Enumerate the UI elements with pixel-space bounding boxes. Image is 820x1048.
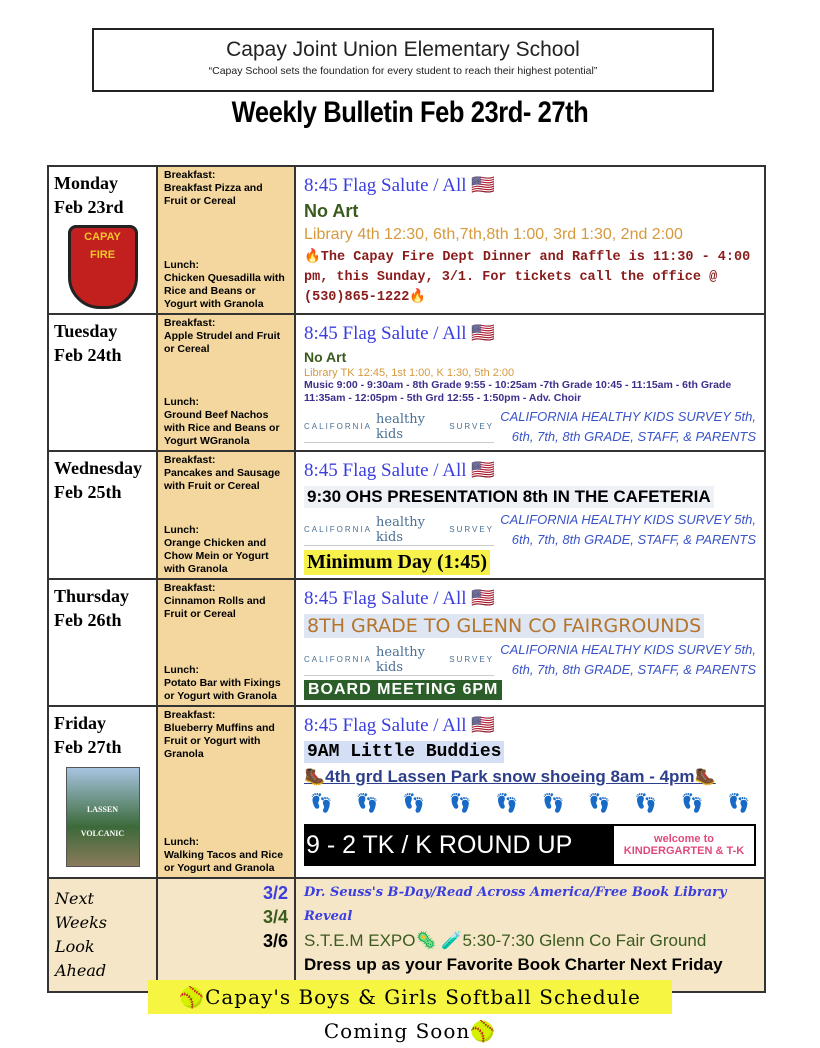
lunch-menu: Chicken Quesadilla with Rice and Beans or Yogurt with Granola (164, 272, 285, 310)
next-date: 3/4 (262, 907, 288, 927)
footprint-icon: 👣 (634, 793, 658, 813)
no-art: No Art (304, 349, 347, 365)
ohs-presentation: 9:30 OHS PRESENTATION 8th IN THE CAFETERIA (304, 486, 714, 508)
school-name: Capay Joint Union Elementary School (226, 38, 580, 61)
footprint-icon: 👣 (541, 793, 565, 813)
breakfast-label: Breakfast: (164, 317, 216, 329)
fire-dinner-notice: 🔥The Capay Fire Dept Dinner and Raffle is 11:30 - 4:00 pm, this Sunday, 3/1. For tickets call the office @ (530)865-1222🔥 (304, 250, 751, 305)
lunch-label: Lunch: (164, 396, 199, 408)
next-event: Dress up as your Favorite Book Charter Next Friday (304, 955, 723, 974)
lunch-label: Lunch: (164, 524, 199, 536)
footprint-icon: 👣 (495, 793, 518, 813)
chks-text: CALIFORNIA HEALTHY KIDS SURVEY 5th, (500, 512, 756, 527)
breakfast-label: Breakfast: (164, 454, 216, 466)
chks-text: 6th, 7th, 8th GRADE, STAFF, & PARENTS (511, 429, 756, 444)
next-date: 3/6 (262, 931, 288, 951)
footprint-icon: 👣 (449, 793, 472, 813)
school-header (92, 28, 714, 92)
minimum-day: Minimum Day (1:45) (304, 550, 490, 575)
day-date: Feb 23rd (54, 197, 124, 217)
library-schedule: Library TK 12:45, 1st 1:00, K 1:30, 5th 2:00 (304, 367, 515, 379)
bulletin-table (47, 165, 766, 993)
row-friday (48, 706, 765, 878)
day-name: Tuesday (54, 321, 118, 341)
breakfast-label: Breakfast: (164, 709, 216, 721)
music-schedule: Music 9:00 - 9:30am - 8th Grade 9:55 - 10:25am -7th Grade 10:45 - 11:15am - 6th Grade 11:35am - 12:05pm - 5th Grd 12:55 - 1:50pm - Adv. Choir (304, 379, 732, 404)
day-date: Feb 26th (54, 610, 122, 630)
chks-logo: CALIFORNIA healthy kids SURVEY (304, 514, 494, 545)
day-date: Feb 27th (54, 737, 122, 757)
board-meeting: BOARD MEETING 6PM (304, 680, 502, 700)
chks-text: CALIFORNIA HEALTHY KIDS SURVEY 5th, (500, 409, 756, 424)
lunch-menu: Ground Beef Nachos with Rice and Beans or Yogurt WGranola (164, 409, 280, 447)
chks-banner (304, 407, 756, 447)
footprints-decoration (304, 787, 756, 820)
next-week-label: Next Weeks Look Ahead (48, 878, 157, 992)
chks-text: 6th, 7th, 8th GRADE, STAFF, & PARENTS (511, 532, 756, 547)
footprint-icon: 👣 (681, 793, 704, 813)
day-name: Wednesday (54, 458, 143, 478)
day-date: Feb 25th (54, 482, 122, 502)
day-name: Monday (54, 173, 119, 193)
footprint-icon: 👣 (356, 793, 379, 813)
softball-banner: 🥎Capay's Boys & Girls Softball Schedule Coming Soon🥎 (148, 980, 672, 1014)
chks-logo: CALIFORNIA healthy kids SURVEY (304, 411, 494, 442)
roundup-banner (304, 824, 756, 866)
lunch-label: Lunch: (164, 259, 199, 271)
fairgrounds-trip: 8TH GRADE TO GLENN CO FAIRGROUNDS (304, 614, 704, 638)
breakfast-menu: Apple Strudel and Fruit or Cereal (164, 330, 281, 355)
chks-text: CALIFORNIA HEALTHY KIDS SURVEY 5th, (500, 642, 756, 657)
snowshoe-trip: 🥾4th grd Lassen Park snow shoeing 8am - 4pm🥾 (304, 767, 716, 786)
lunch-label: Lunch: (164, 664, 199, 676)
breakfast-menu: Cinnamon Rolls and Fruit or Cereal (164, 595, 266, 620)
chks-banner (304, 510, 756, 550)
roundup-text: 9 - 2 TK / K ROUND UP (306, 830, 573, 859)
flag-salute: 8:45 Flag Salute / All 🇺🇸 (304, 588, 495, 609)
row-monday (48, 166, 765, 314)
footprint-icon: 👣 (727, 793, 750, 813)
footprint-icon: 👣 (588, 793, 611, 813)
lassen-photo: LASSEN VOLCANIC (66, 767, 140, 867)
next-event: S.T.E.M EXPO🦠 🧪5:30-7:30 Glenn Co Fair Ground (304, 931, 707, 950)
lunch-label: Lunch: (164, 836, 199, 848)
next-event: Dr. Seuss's B-Day/Read Across America/Free Book Library Reveal (304, 885, 727, 924)
chks-logo: CALIFORNIA healthy kids SURVEY (304, 644, 494, 675)
library-schedule: Library 4th 12:30, 6th,7th,8th 1:00, 3rd 1:30, 2nd 2:00 (304, 226, 683, 243)
chks-text: 6th, 7th, 8th GRADE, STAFF, & PARENTS (511, 662, 756, 677)
little-buddies: 9AM Little Buddies (304, 741, 504, 763)
school-motto: “Capay School sets the foundation for every student to reach their highest potential” (208, 65, 598, 77)
flag-salute: 8:45 Flag Salute / All 🇺🇸 (304, 460, 495, 481)
flag-salute: 8:45 Flag Salute / All 🇺🇸 (304, 175, 495, 196)
flag-salute: 8:45 Flag Salute / All 🇺🇸 (304, 323, 495, 344)
flag-salute: 8:45 Flag Salute / All 🇺🇸 (304, 715, 495, 736)
chks-banner (304, 640, 756, 680)
day-date: Feb 24th (54, 345, 122, 365)
page-title: Weekly Bulletin Feb 23rd- 27th (231, 96, 589, 129)
row-tuesday (48, 314, 765, 451)
no-art: No Art (304, 201, 359, 221)
breakfast-menu: Pancakes and Sausage with Fruit or Cereal (164, 467, 281, 492)
row-thursday (48, 579, 765, 706)
lunch-menu: Orange Chicken and Chow Mein or Yogurt with Granola (164, 537, 269, 575)
kindergarten-logo: welcome to KINDERGARTEN & T-K (614, 826, 754, 864)
lunch-menu: Potato Bar with Fixings or Yogurt with Granola (164, 677, 281, 702)
row-next-week (48, 878, 765, 992)
fire-badge-logo: CAPAY FIRE (68, 225, 138, 309)
breakfast-label: Breakfast: (164, 169, 216, 181)
footprint-icon: 👣 (310, 793, 333, 813)
day-name: Friday (54, 713, 106, 733)
day-name: Thursday (54, 586, 130, 606)
breakfast-menu: Blueberry Muffins and Fruit or Yogurt with Granola (164, 722, 275, 760)
row-wednesday (48, 451, 765, 579)
lunch-menu: Walking Tacos and Rice or Yogurt and Granola (164, 849, 284, 874)
breakfast-menu: Breakfast Pizza and Fruit or Cereal (164, 182, 263, 207)
breakfast-label: Breakfast: (164, 582, 216, 594)
footprint-icon: 👣 (402, 793, 426, 813)
next-date: 3/2 (262, 883, 288, 903)
